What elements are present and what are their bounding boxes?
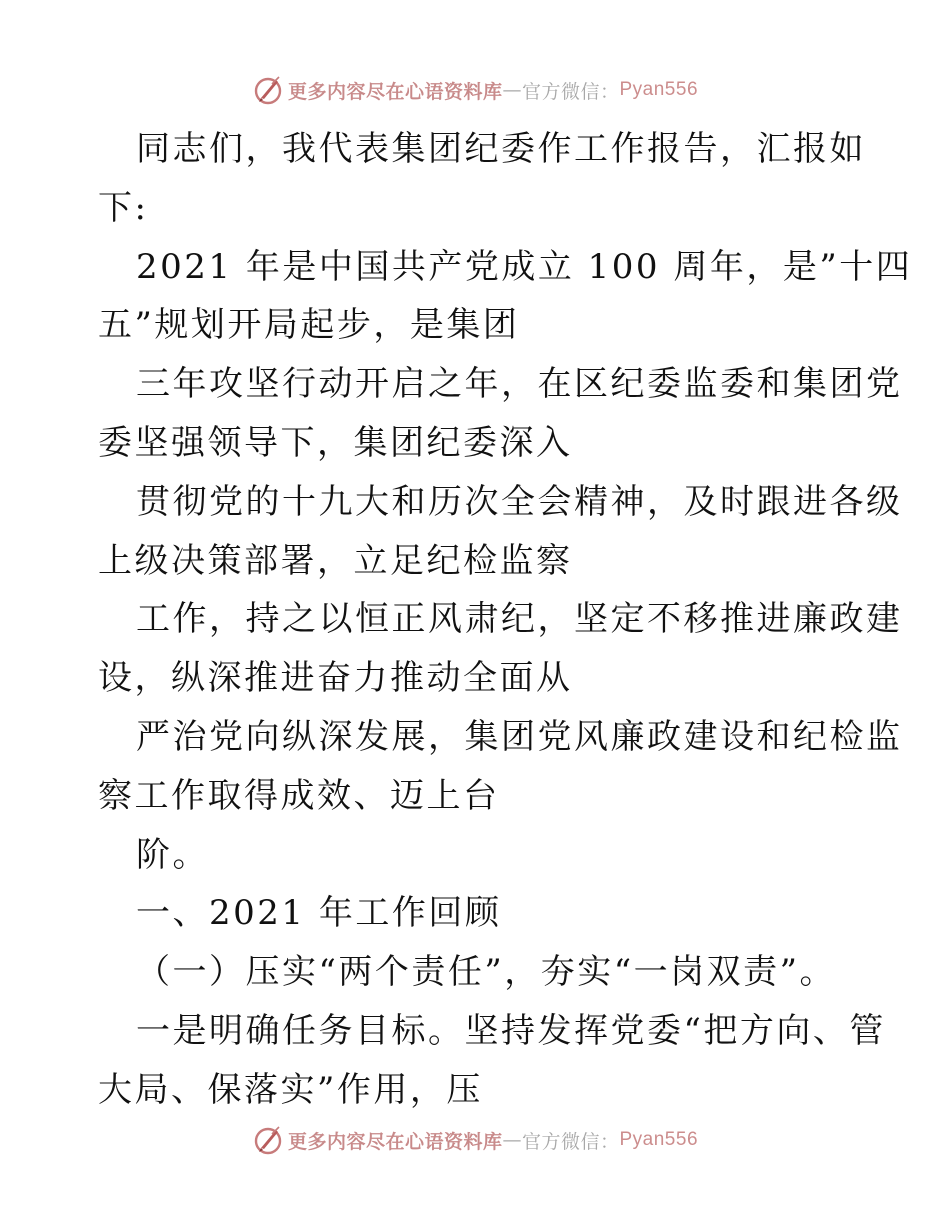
watermark-label: 官方微信： (521, 80, 620, 103)
watermark-label: 官方微信： (521, 1130, 620, 1153)
text-line: 2021 年是中国共产党成立 100 周年，是”十四 (136, 246, 913, 287)
watermark-separator: — (502, 1129, 522, 1151)
text-line: 察工作取得成效、迈上台 (98, 775, 500, 816)
text-line: 上级决策部署，立足纪检监察 (98, 540, 573, 581)
quill-logo-icon (252, 74, 284, 106)
text-line: 五”规划开局起步，是集团 (98, 305, 520, 346)
watermark-main-text: 更多内容尽在心语资料库 (287, 1130, 503, 1153)
text-line: 贯彻党的十九大和历次全会精神，及时跟进各级 (136, 481, 903, 522)
footer-watermark (0, 1120, 950, 1160)
subsection-heading: （一）压实“两个责任”，夯实“一岗双责”。 (136, 952, 837, 993)
report-body (98, 120, 913, 1120)
text-line: 设，纵深推进奋力推动全面从 (98, 658, 573, 699)
text-line: 三年攻坚行动开启之年，在区纪委监委和集团党 (136, 364, 903, 405)
text-line: 委坚强领导下，集团纪委深入 (98, 422, 573, 463)
watermark-main-text: 更多内容尽在心语资料库 (287, 80, 503, 103)
text-line: 严治党向纵深发展，集团党风廉政建设和纪检监 (136, 716, 903, 757)
text-line: 一是明确任务目标。坚持发挥党委“把方向、管 (136, 1010, 886, 1051)
text-line: 大局、保落实”作用，压 (98, 1069, 483, 1110)
header-watermark (0, 70, 950, 110)
text-line: 下: (98, 187, 149, 228)
text-line: 工作，持之以恒正风肃纪，坚定不移推进廉政建 (136, 599, 903, 640)
section-heading: 一、2021 年工作回顾 (136, 893, 502, 934)
watermark-wechat-id: Pyan556 (619, 79, 699, 100)
watermark-separator: — (502, 79, 522, 101)
text-line: 同志们，我代表集团纪委作工作报告，汇报如 (136, 129, 866, 169)
text-line: 阶。 (136, 834, 209, 875)
watermark-wechat-id: Pyan556 (619, 1129, 699, 1150)
quill-logo-icon (252, 1124, 284, 1156)
